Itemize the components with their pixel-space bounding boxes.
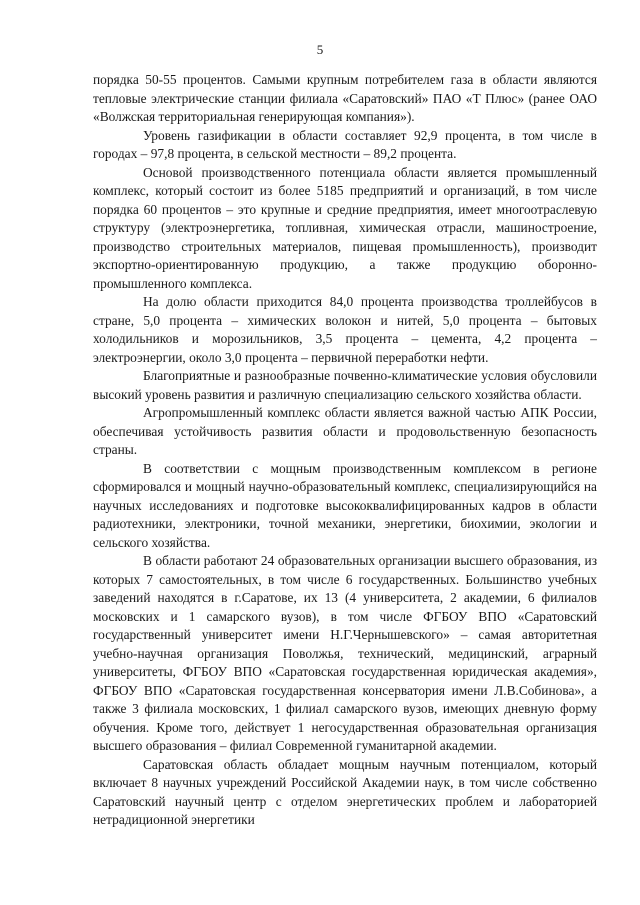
paragraph-production-share: На долю области приходится 84,0 процента производства троллейбусов в стране, 5,0 процента – химических волокон и нитей, 5,0 процента – бытовых холодильников и морозильников, 3,5 процента – цемента, 4,2 процента – электроэнергии, около 3,0 процента – первичной переработки нефти. — [93, 294, 597, 365]
paragraph-agroindustrial-complex: Агропромышленный комплекс области является важной частью АПК России, обеспечивая устойчивость развития области и продовольственную безопасность страны. — [93, 405, 597, 457]
document-body — [93, 71, 597, 830]
paragraph-gas-consumers: порядка 50-55 процентов. Самыми крупным потребителем газа в области являются тепловые электрические станции филиала «Саратовский» ПАО «Т Плюс» (ранее ОАО «Волжская территориальная генерирующая компания»). — [93, 72, 597, 124]
paragraph-higher-education: В области работают 24 образовательных организации высшего образования, из которых 7 самостоятельных, в том числе 6 государственных. Большинство учебных заведений находятся в г.Саратове, их 13 (4 университета, 2 академии, 6 филиалов московских и 1 самарского вузов), в том числе ФГБОУ ВПО «Саратовский государственный университет имени Н.Г.Чернышевского» – самая авторитетная учебно-научная организация Поволжья, технический, медицинский, аграрный университеты, ФГБОУ ВПО «Саратовская государственная юридическая академия», ФГБОУ ВПО «Саратовская государственная консерватория имени Л.В.Собинова», а также 3 филиала московских, 1 филиал самарского вузов, имеющих дневную форму обучения. Кроме того, действует 1 негосударственная образовательная организация высшего образования – филиал Современной гуманитарной академии. — [93, 553, 597, 753]
paragraph-science-education-complex: В соответствии с мощным производственным комплексом в регионе сформировался и мощный научно-образовательный комплекс, специализирующийся на научных исследованиях и подготовке высококвалифицированных кадров в области радиотехники, электроники, точной механики, энергетики, биохимии, экологии и сельского хозяйства. — [93, 460, 597, 550]
paragraph-agriculture-conditions: Благоприятные и разнообразные почвенно-климатические условия обусловили высокий уровень развития и различную специализацию сельского хозяйства области. — [93, 368, 597, 402]
paragraph-industrial-complex: Основой производственного потенциала области является промышленный комплекс, который состоит из более 5185 предприятий и организаций, в том числе порядка 60 процентов – это крупные и средние предприятия, имеет многоотраслевую структуру (электроэнергетика, топливная, химическая отрасли, машиностроение, производство строительных материалов, пищевая промышленность), производит экспортно-ориентированную продукцию, а также продукцию оборонно-промышленного комплекса. — [93, 164, 597, 291]
page-number: 5 — [316, 42, 324, 57]
paragraph-scientific-potential: Саратовская область обладает мощным научным потенциалом, который включает 8 научных учреждений Российской Академии наук, в том числе собственно Саратовский научный центр с отделом энергетических проблем и лабораторией нетрадиционной энергетики — [93, 756, 597, 827]
paragraph-gasification-level: Уровень газификации в области составляет 92,9 процента, в том числе в городах – 97,8 процента, в сельской местности – 89,2 процента. — [93, 127, 597, 161]
